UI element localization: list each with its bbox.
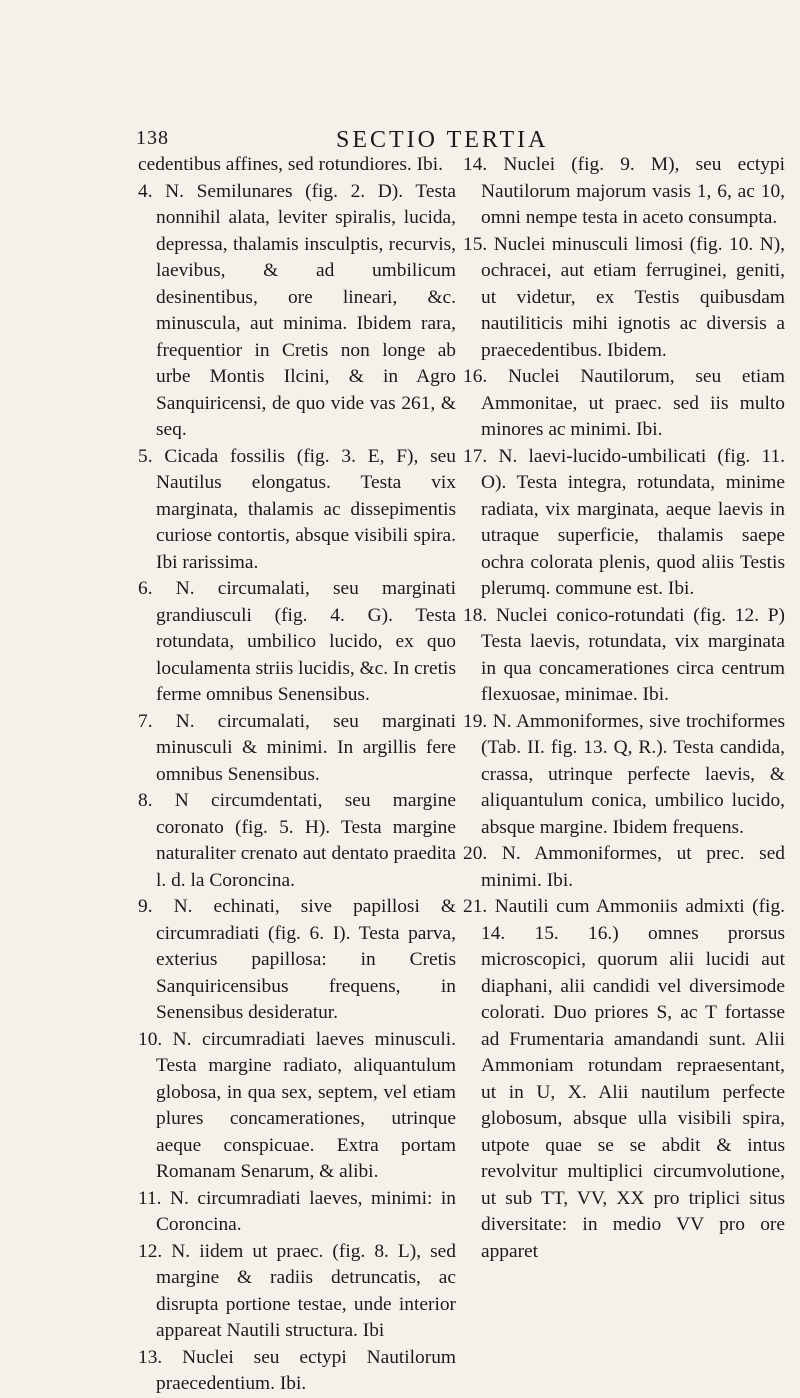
paragraph: 9. N. echinati, sive papillosi & circumradiati (fig. 6. I). Testa parva, exterius papillosa: in Cretis Sanquiricensibus frequens, in Senensibus desideratur. [138,896,456,1023]
paragraph: 18. Nuclei conico-rotundati (fig. 12. P) Testa laevis, rotundata, vix marginata in qua concamerationes circa centrum flexuosae, minimae. Ibi. [463,604,785,705]
page-number: 138 [136,127,169,149]
paragraph: 19. N. Ammoniformes, sive trochiformes (Tab. II. fig. 13. Q, R.). Testa candida, crassa, utrinque perfecte laevis, & aliquantulum conica, umbilico lucido, absque margine. Ibidem frequens. [463,710,785,838]
right-column [463,152,785,1265]
running-head: SECTIO TERTIA [336,127,549,153]
paragraph: 4. N. Semilunares (fig. 2. D). Testa nonnihil alata, leviter spiralis, lucida, depressa, thalamis insculptis, recurvis, laevibus, & ad umbilicum desinentibus, ore lineari, &c. minuscula, aut minima. Ibidem rara, frequentior in Cretis non longe ab urbe Montis Ilcini, & in Agro Sanquiricensi, de quo vide vas 261, & seq. [138,180,456,440]
paragraph: 17. N. laevi-lucido-umbilicati (fig. 11. O). Testa integra, rotundata, minime radiata, vix marginata, aeque laevis in utraque superficie, thalamis saepe ochra colorata plenis, quod aliis Testis plerumq. commune est. Ibi. [463,445,785,599]
paragraph: 14. Nuclei (fig. 9. M), seu ectypi Nautilorum majorum vasis 1, 6, ac 10, omni nempe testa in aceto consumpta. [463,154,785,228]
paragraph: 16. Nuclei Nautilorum, seu etiam Ammonitae, ut praec. sed iis multo minores ac minimi. Ibi. [463,366,785,440]
paragraph: 13. Nuclei seu ectypi Nautilorum praecedentium. Ibi. [138,1346,456,1394]
paragraph: 7. N. circumalati, seu marginati minusculi & minimi. In argillis fere omnibus Senensibus. [138,710,456,785]
paragraph: 15. Nuclei minusculi limosi (fig. 10. N), ochracei, aut etiam ferruginei, geniti, ut videtur, ex Testis quibusdam nautiliticis mihi ignotis ac diversis a praecedentibus. Ibidem. [463,233,785,361]
paragraph: 10. N. circumradiati laeves minusculi. Testa margine radiato, aliquantulum globosa, in qua sex, septem, vel etiam plures concamerationes, utrinque aeque conspicuae. Extra portam Romanam Senarum, & alibi. [138,1028,456,1182]
paragraph: 5. Cicada fossilis (fig. 3. E, F), seu Nautilus elongatus. Testa vix marginata, thalamis ac dissepimentis curiose contortis, absque visibili spira. Ibi rarissima. [138,445,456,573]
paragraph: 8. N circumdentati, seu margine coronato (fig. 5. H). Testa margine naturaliter crenato aut dentato praedita l. d. la Coroncina. [138,790,456,891]
paragraph: cedentibus affines, sed rotundiores. Ibi. [138,154,443,175]
paragraph: 6. N. circumalati, seu marginati grandiusculi (fig. 4. G). Testa rotundata, umbilico lucido, ex quo loculamenta striis lucidis, &c. In cretis ferme omnibus Senensibus. [138,578,456,705]
paragraph: 21. Nautili cum Ammoniis admixti (fig. 14. 15. 16.) omnes prorsus microscopici, quorum alii lucidi aut diaphani, alii candidi vel diversimode colorati. Duo priores S, ac T fortasse ad Frumentaria amandandi sunt. Alii Ammoniam rotundam repraesentant, ut in U, X. Alii nautilum perfecte globosum, absque ulla visibili spira, utpote quae se se abdit & intus revolvitur multiplici circumvolutione, ut sub TT, VV, XX pro triplici situs diversitate: in medio VV pro ore apparet [463,896,785,1262]
paragraph: 20. N. Ammoniformes, ut prec. sed minimi. Ibi. [463,843,785,891]
left-column [138,152,456,1398]
paragraph: 12. N. iidem ut praec. (fig. 8. L), sed margine & radiis detruncatis, ac disrupta portione testae, unde interior appareat Nautili structura. Ibi [138,1240,456,1341]
paragraph: 11. N. circumradiati laeves, minimi: in Coroncina. [138,1187,456,1235]
